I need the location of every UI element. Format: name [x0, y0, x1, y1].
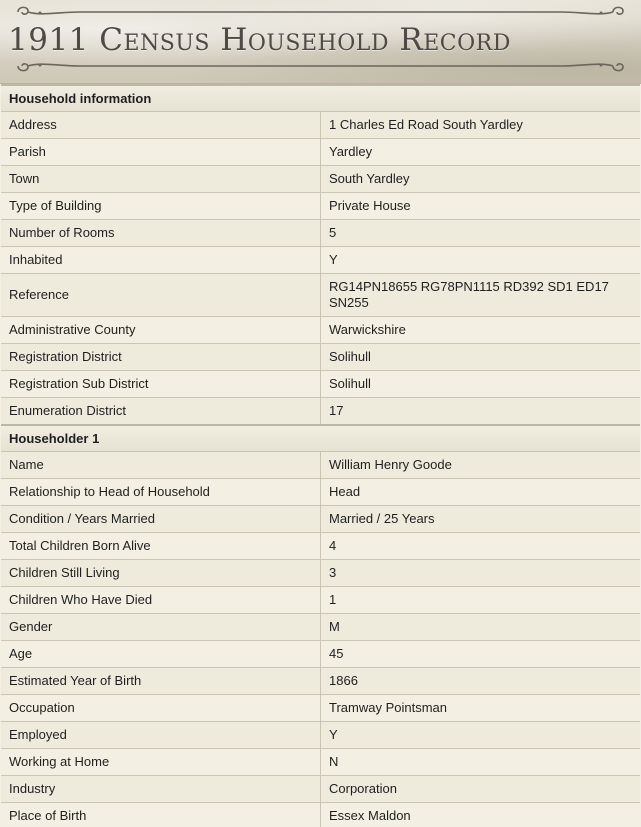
row-value: Y — [321, 722, 641, 749]
table-row — [1, 506, 640, 533]
row-value: Tramway Pointsman — [321, 695, 641, 722]
row-label: Relationship to Head of Household — [1, 479, 321, 506]
row-value: Solihull — [321, 344, 641, 371]
table-row — [1, 668, 640, 695]
table-row — [1, 533, 640, 560]
row-value: William Henry Goode — [321, 452, 641, 479]
table-row — [1, 479, 640, 506]
table-row — [1, 803, 640, 827]
row-value: Married / 25 Years — [321, 506, 641, 533]
row-label: Administrative County — [1, 317, 321, 344]
row-label: Place of Birth — [1, 803, 321, 827]
row-value: Essex Maldon — [321, 803, 641, 827]
row-value: 1 — [321, 587, 641, 614]
row-value: M — [321, 614, 641, 641]
scroll-ornament-top-icon — [0, 4, 641, 20]
row-value: Y — [321, 247, 641, 274]
scroll-ornament-bottom-icon — [0, 58, 641, 74]
table-row — [1, 587, 640, 614]
row-label: Children Who Have Died — [1, 587, 321, 614]
table-row — [1, 560, 640, 587]
table-row — [1, 247, 640, 274]
row-label: Industry — [1, 776, 321, 803]
row-value: Solihull — [321, 371, 641, 398]
row-label: Inhabited — [1, 247, 321, 274]
row-label: Registration District — [1, 344, 321, 371]
row-value: 1866 — [321, 668, 641, 695]
row-label: Gender — [1, 614, 321, 641]
row-label: Parish — [1, 139, 321, 166]
row-value: South Yardley — [321, 166, 641, 193]
row-value: Corporation — [321, 776, 641, 803]
row-label: Registration Sub District — [1, 371, 321, 398]
row-value: 4 — [321, 533, 641, 560]
table-row — [1, 371, 640, 398]
table-row — [1, 398, 640, 426]
table-row — [1, 641, 640, 668]
row-value: RG14PN18655 RG78PN1115 RD392 SD1 ED17 SN255 — [321, 274, 641, 317]
row-label: Working at Home — [1, 749, 321, 776]
section-title: Household information — [1, 85, 640, 112]
table-row — [1, 112, 640, 139]
table-row — [1, 344, 640, 371]
row-label: Number of Rooms — [1, 220, 321, 247]
table-row — [1, 722, 640, 749]
row-label: Estimated Year of Birth — [1, 668, 321, 695]
table-row — [1, 274, 640, 317]
row-value: N — [321, 749, 641, 776]
row-label: Children Still Living — [1, 560, 321, 587]
header-banner — [0, 0, 641, 84]
row-value: Head — [321, 479, 641, 506]
row-label: Total Children Born Alive — [1, 533, 321, 560]
row-value: Yardley — [321, 139, 641, 166]
table-row — [1, 139, 640, 166]
table-row — [1, 749, 640, 776]
row-label: Occupation — [1, 695, 321, 722]
row-label: Name — [1, 452, 321, 479]
row-label: Type of Building — [1, 193, 321, 220]
row-value: 1 Charles Ed Road South Yardley — [321, 112, 641, 139]
table-row — [1, 166, 640, 193]
table-row — [1, 776, 640, 803]
section-header-householder-1 — [1, 425, 640, 452]
table-row — [1, 193, 640, 220]
row-value: Warwickshire — [321, 317, 641, 344]
row-label: Address — [1, 112, 321, 139]
table-row — [1, 695, 640, 722]
section-title: Householder 1 — [1, 425, 640, 452]
section-header-household-information — [1, 85, 640, 112]
row-label: Condition / Years Married — [1, 506, 321, 533]
row-label: Age — [1, 641, 321, 668]
row-value: 3 — [321, 560, 641, 587]
household-record-table — [1, 84, 640, 827]
table-row — [1, 614, 640, 641]
table-row — [1, 452, 640, 479]
row-value: Private House — [321, 193, 641, 220]
row-label: Enumeration District — [1, 398, 321, 426]
row-label: Reference — [1, 274, 321, 317]
row-value: 5 — [321, 220, 641, 247]
row-label: Town — [1, 166, 321, 193]
row-label: Employed — [1, 722, 321, 749]
row-value: 45 — [321, 641, 641, 668]
table-row — [1, 220, 640, 247]
page-title: 1911 Census Household Record — [8, 22, 511, 58]
row-value: 17 — [321, 398, 641, 426]
table-row — [1, 317, 640, 344]
